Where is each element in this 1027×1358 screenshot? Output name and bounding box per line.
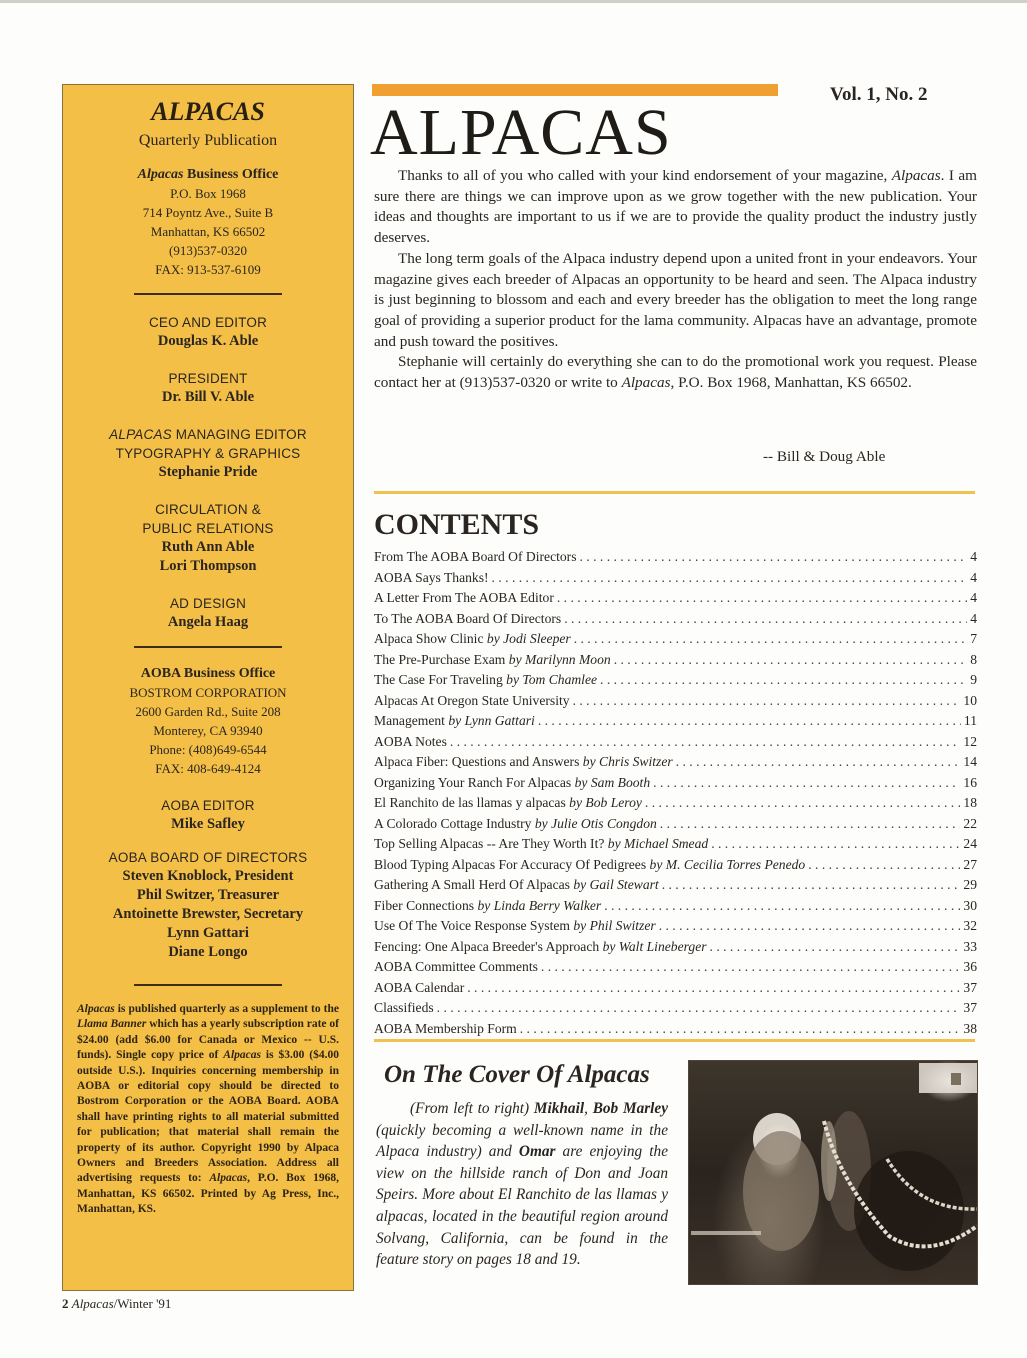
toc-entry-title xyxy=(374,711,535,732)
article-author: by Lynn Gattari xyxy=(448,713,535,728)
toc-entry[interactable] xyxy=(374,855,977,876)
staff-name: Mike Safley xyxy=(171,816,245,832)
page-number: 24 xyxy=(963,836,977,851)
dot-leader xyxy=(538,711,961,732)
toc-entry-title xyxy=(374,814,657,835)
toc-entry-title xyxy=(374,568,489,589)
letter-paragraph xyxy=(374,352,977,393)
article-title: Gathering A Small Herd Of Alpacas xyxy=(374,877,574,892)
toc-entry[interactable] xyxy=(374,793,977,814)
article-title: The Pre-Purchase Exam xyxy=(374,651,509,667)
page-number: 18 xyxy=(963,795,977,810)
role-rest: MANAGING EDITOR xyxy=(171,427,307,442)
article-author: by Gail Stewart xyxy=(573,877,659,892)
board-member: Lynn Gattari xyxy=(167,925,249,941)
page-number: 33 xyxy=(963,938,977,954)
dot-leader xyxy=(492,568,968,589)
masthead-sidebar xyxy=(62,84,354,1291)
article-title: A Letter From The AOBA Editor xyxy=(374,590,554,605)
staff-role: AOBA BOARD OF DIRECTORS xyxy=(108,850,308,865)
page-number: 8 xyxy=(970,651,977,667)
toc-entry-title xyxy=(374,609,561,630)
article-author: by Marilynn Moon xyxy=(508,651,611,667)
page-number: 4 xyxy=(970,569,977,585)
toc-entry[interactable] xyxy=(374,650,977,671)
article-title: Alpaca Show Clinic xyxy=(374,631,487,646)
article-author: by Bob Leroy xyxy=(569,795,642,810)
dot-leader xyxy=(573,691,961,712)
dot-leader xyxy=(659,916,961,937)
toc-entry[interactable] xyxy=(374,547,977,568)
dot-leader xyxy=(676,752,961,773)
llama-banner-name: Llama Banner xyxy=(77,1018,147,1031)
address-line: BOSTROM CORPORATION xyxy=(129,685,287,700)
dot-leader xyxy=(450,732,961,753)
article-author: by M. Cecilia Torres Penedo xyxy=(649,856,806,872)
toc-entry[interactable] xyxy=(374,773,977,794)
toc-entry-title xyxy=(374,957,538,978)
business-office-heading xyxy=(63,165,353,184)
page-number: 14 xyxy=(963,754,977,769)
staff-circulation xyxy=(63,500,353,576)
page-number: 27 xyxy=(963,856,977,872)
article-title: Classifieds xyxy=(374,1000,434,1015)
fax-line: FAX: 913-537-6109 xyxy=(155,262,261,277)
address-line: Manhattan, KS 66502 xyxy=(150,224,266,239)
editors-letter xyxy=(374,166,977,394)
staff-role: CEO AND EDITOR xyxy=(148,315,268,330)
staff-ad-design xyxy=(63,594,353,632)
article-title: AOBA Membership Form xyxy=(374,1020,517,1036)
publication-name: Alpacas xyxy=(137,167,184,182)
contents-heading: CONTENTS xyxy=(374,508,540,541)
article-title: From The AOBA Board Of Directors xyxy=(374,549,577,564)
article-title: To The AOBA Board Of Directors xyxy=(374,610,562,626)
toc-entry[interactable] xyxy=(374,609,977,630)
publication-name: ALPACAS xyxy=(109,427,172,442)
fine-print-text: is $3.00 ($4.00 outside U.S.). Inquiries concerning membership in AOBA or editorial copy should be directed to Bostrom Corporation or the AOBA Board. AOBA shall have printing rights to all material submitted for publication; that material shall remain the property of its author. Copyright 1990 by Alpaca Owners and Breeders Association. Address all advertising requests to: xyxy=(77,1049,339,1185)
cover-caption xyxy=(376,1098,668,1271)
page-number: 38 xyxy=(963,1020,977,1036)
toc-entry-title xyxy=(374,588,554,609)
page-number: 4 xyxy=(970,549,977,564)
article-title: Alpacas At Oregon State University xyxy=(374,692,570,708)
article-author: by Michael Smead xyxy=(607,836,709,851)
toc-entry-title xyxy=(374,670,597,691)
staff-name: Stephanie Pride xyxy=(158,464,258,480)
toc-entry-title xyxy=(374,978,464,999)
article-author: by Phil Switzer xyxy=(573,918,656,933)
article-title: Alpaca Fiber: Questions and Answers xyxy=(374,754,583,769)
toc-entry[interactable] xyxy=(374,916,977,937)
dot-leader xyxy=(467,978,960,999)
board-member: Phil Switzer, Treasurer xyxy=(136,887,280,903)
publication-name: Alpacas xyxy=(209,1172,248,1185)
page-number: 37 xyxy=(963,1000,977,1015)
dot-leader xyxy=(541,957,961,978)
page-number: 12 xyxy=(963,733,977,749)
page-number: 30 xyxy=(963,897,977,913)
toc-entry[interactable] xyxy=(374,834,977,855)
publication-name: Alpacas xyxy=(223,1049,261,1062)
aoba-office-heading: AOBA Business Office xyxy=(140,666,276,681)
fine-print-text: which has a yearly subscription rate of $24.00 (add $6.00 for Canada or Mexico -- U.S. funds). Single copy price of xyxy=(77,1018,339,1062)
toc-entry[interactable] xyxy=(374,752,977,773)
staff-role xyxy=(63,425,353,444)
staff-name: Douglas K. Able xyxy=(157,333,259,349)
page-number: 36 xyxy=(963,959,977,974)
staff-role: AOBA EDITOR xyxy=(161,798,255,813)
toc-entry[interactable] xyxy=(374,732,977,753)
toc-entry[interactable] xyxy=(374,937,977,958)
staff-role: AD DESIGN xyxy=(169,596,247,611)
phone-line: Phone: (408)649-6544 xyxy=(149,742,267,757)
page-number: 22 xyxy=(963,815,977,831)
toc-entry[interactable] xyxy=(374,978,977,999)
sidebar-divider xyxy=(134,293,282,295)
article-title: Top Selling Alpacas -- Are They Worth It? xyxy=(374,836,608,851)
fax-line: FAX: 408-649-4124 xyxy=(155,761,261,776)
aoba-board-block xyxy=(63,848,353,962)
dot-leader xyxy=(580,547,968,568)
publication-name: Alpacas xyxy=(77,1003,115,1015)
article-title: Organizing Your Ranch For Alpacas xyxy=(374,774,575,790)
address-line: Monterey, CA 93940 xyxy=(153,723,263,738)
page-top-edge xyxy=(0,0,1027,3)
publication-name: Alpacas xyxy=(71,1296,114,1311)
dot-leader xyxy=(564,609,967,630)
alpaca-name: Bob Marley xyxy=(592,1100,668,1117)
toc-entry-title xyxy=(374,937,707,958)
page-number: 10 xyxy=(963,692,977,708)
caption-text: , xyxy=(584,1100,593,1117)
letter-text: , P.O. Box 1968, Manhattan, KS 66502. xyxy=(670,374,912,392)
dot-leader xyxy=(520,1019,961,1040)
article-title: A Colorado Cottage Industry xyxy=(374,815,535,831)
article-title: Fiber Connections xyxy=(374,897,478,913)
table-of-contents xyxy=(374,547,977,1039)
sidebar-divider xyxy=(134,646,282,648)
fine-print-text: is published quarterly as a supplement to the xyxy=(114,1003,339,1015)
alpaca-name: Omar xyxy=(518,1143,556,1161)
toc-entry-title xyxy=(374,793,642,814)
article-author: by Tom Chamlee xyxy=(506,672,598,687)
toc-entry[interactable] xyxy=(374,1019,977,1040)
aoba-editor-block xyxy=(63,796,353,834)
dot-leader xyxy=(557,588,967,609)
caption-text: (quickly becoming a well-known name in the Alpaca industry) and xyxy=(376,1121,668,1161)
staff-name: Dr. Bill V. Able xyxy=(162,389,254,405)
article-title: AOBA Notes xyxy=(374,733,447,749)
toc-entry-title xyxy=(374,855,805,876)
volume-label: Vol. 1, No. 2 xyxy=(830,84,928,105)
toc-entry[interactable] xyxy=(374,875,977,896)
toc-entry[interactable] xyxy=(374,588,977,609)
toc-entry[interactable] xyxy=(374,896,977,917)
article-title: El Ranchito de las llamas y alpacas xyxy=(374,795,570,810)
letter-paragraph xyxy=(374,166,977,249)
dot-leader xyxy=(604,896,960,917)
publication-fine-print xyxy=(77,1002,339,1218)
dot-leader xyxy=(437,998,961,1019)
article-title: AOBA Says Thanks! xyxy=(374,569,489,585)
page-number: 2 xyxy=(62,1296,69,1311)
board-member: Diane Longo xyxy=(168,944,248,960)
staff-role-2: PUBLIC RELATIONS xyxy=(142,521,274,536)
aoba-office-block xyxy=(63,664,353,778)
toc-entry-title xyxy=(374,752,673,773)
publication-name: Alpacas xyxy=(621,374,671,392)
toc-entry-title xyxy=(374,629,571,650)
article-author: by Julie Otis Congdon xyxy=(534,815,657,831)
page-number: 7 xyxy=(970,631,977,646)
letter-text: Thanks to all of you who called with your kind endorsement of your magazine, xyxy=(398,167,892,184)
toc-entry-title xyxy=(374,773,650,794)
staff-name: Ruth Ann Able xyxy=(161,539,255,555)
publication-name: Alpacas xyxy=(891,167,941,184)
masthead-title: ALPACAS xyxy=(370,96,672,169)
staff-president xyxy=(63,369,353,407)
staff-name: Angela Haag xyxy=(167,614,249,630)
staff-name: Lori Thompson xyxy=(159,558,257,574)
article-title: Blood Typing Alpacas For Accuracy Of Pedigrees xyxy=(374,856,650,872)
toc-entry-title xyxy=(374,732,447,753)
letter-signature: -- Bill & Doug Able xyxy=(763,448,886,465)
dot-leader xyxy=(600,670,967,691)
article-title: AOBA Committee Comments xyxy=(374,959,538,974)
page-number: 11 xyxy=(963,713,977,728)
page-number: 4 xyxy=(970,610,977,626)
dot-leader xyxy=(614,650,968,671)
toc-entry-title xyxy=(374,896,601,917)
page-number: 29 xyxy=(963,877,977,892)
toc-entry[interactable] xyxy=(374,711,977,732)
sidebar-title: ALPACAS xyxy=(151,97,265,126)
toc-entry[interactable] xyxy=(374,629,977,650)
issue-label: /Winter '91 xyxy=(113,1296,172,1311)
article-author: by Walt Lineberger xyxy=(602,938,707,954)
article-title: Use Of The Voice Response System xyxy=(374,918,574,933)
dot-leader xyxy=(574,629,968,650)
toc-entry[interactable] xyxy=(374,998,977,1019)
letter-paragraph: The long term goals of the Alpaca industry depend upon a united front in your endeavors. Your magazine gives each breeder of Alpacas an opportunity to be heard and seen. The Alpaca industry is just beginning to blossom and each and every breeder has the obligation to meet the long range goal of providing a superior product for the lama community. Alpacas have an advantage, promote and push toward the positives. xyxy=(374,249,977,350)
toc-entry-title xyxy=(374,916,656,937)
alpaca-photo-illustration xyxy=(689,1061,978,1285)
section-divider xyxy=(374,1039,975,1042)
heading-rest: Business Office xyxy=(183,167,279,182)
toc-entry[interactable] xyxy=(374,957,977,978)
dot-leader xyxy=(710,937,961,958)
orange-header-bar xyxy=(372,84,778,96)
article-author: by Linda Berry Walker xyxy=(477,897,602,913)
letter-text: Stephanie will certainly do everything she can to do the promotional work you request. Please contact her at (913)537-0320 or write to xyxy=(374,353,977,392)
page-number: 4 xyxy=(970,590,977,605)
staff-managing-editor xyxy=(63,425,353,482)
article-author: by Sam Booth xyxy=(574,774,651,790)
fine-print-text: , P.O. Box 1968, Manhattan, KS 66502. Printed by Ag Press, Inc., Manhattan, KS. xyxy=(77,1172,339,1216)
article-title: The Case For Traveling xyxy=(374,672,507,687)
article-author: by Jodi Sleeper xyxy=(486,631,571,646)
toc-entry-title xyxy=(374,834,708,855)
caption-text: are enjoying the view on the hillside ranch of Don and Joan Speirs. More about El Ranchito de las llamas y alpacas, located in the beautiful region around Solvang, California, can be found in the feature story on pages 18 and 19. xyxy=(376,1143,668,1269)
staff-role: CIRCULATION & xyxy=(155,502,261,517)
section-divider xyxy=(374,491,975,494)
toc-entry[interactable] xyxy=(374,691,977,712)
article-title: Management xyxy=(374,713,449,728)
board-member: Steven Knoblock, President xyxy=(122,868,294,884)
toc-entry-title xyxy=(374,1019,517,1040)
article-author: by Chris Switzer xyxy=(582,754,673,769)
address-line: 2600 Garden Rd., Suite 208 xyxy=(135,704,281,719)
article-title: Fencing: One Alpaca Breeder's Approach xyxy=(374,938,603,954)
business-office-block xyxy=(63,165,353,279)
cover-photo xyxy=(688,1060,978,1285)
article-title: AOBA Calendar xyxy=(374,979,465,995)
sidebar-divider xyxy=(134,984,282,986)
page-footer xyxy=(62,1296,171,1312)
sidebar-subtitle: Quarterly Publication xyxy=(138,132,278,149)
letter-text: . I am sure there are things we can improve upon as we grow together with the new publication. Your ideas and thoughts are important to us if we are to provide the quality product the industry justly deserves. xyxy=(374,167,977,247)
address-line: P.O. Box 1968 xyxy=(170,186,246,201)
dot-leader xyxy=(808,855,960,876)
cover-heading: On The Cover Of Alpacas xyxy=(384,1061,650,1088)
dot-leader xyxy=(653,773,960,794)
toc-entry-title xyxy=(374,998,434,1019)
dot-leader xyxy=(711,834,960,855)
dot-leader xyxy=(645,793,961,814)
toc-entry-title xyxy=(374,691,570,712)
alpaca-name: Mikhail xyxy=(533,1100,585,1117)
toc-entry[interactable] xyxy=(374,670,977,691)
toc-entry-title xyxy=(374,547,577,568)
address-line: 714 Poyntz Ave., Suite B xyxy=(142,205,274,220)
dot-leader xyxy=(660,814,961,835)
staff-role: PRESIDENT xyxy=(168,371,248,386)
toc-entry-title xyxy=(374,875,659,896)
phone-line: (913)537-0320 xyxy=(169,243,247,258)
page-number: 16 xyxy=(963,774,977,790)
staff-ceo xyxy=(63,313,353,351)
board-member: Antoinette Brewster, Secretary xyxy=(112,906,304,922)
page-number: 37 xyxy=(963,979,977,995)
toc-entry[interactable] xyxy=(374,568,977,589)
page-number: 32 xyxy=(963,918,977,933)
staff-role-2: TYPOGRAPHY & GRAPHICS xyxy=(115,446,301,461)
caption-text: (From left to right) xyxy=(410,1100,534,1117)
toc-entry[interactable] xyxy=(374,814,977,835)
dot-leader xyxy=(662,875,961,896)
page-number: 9 xyxy=(970,672,977,687)
toc-entry-title xyxy=(374,650,611,671)
